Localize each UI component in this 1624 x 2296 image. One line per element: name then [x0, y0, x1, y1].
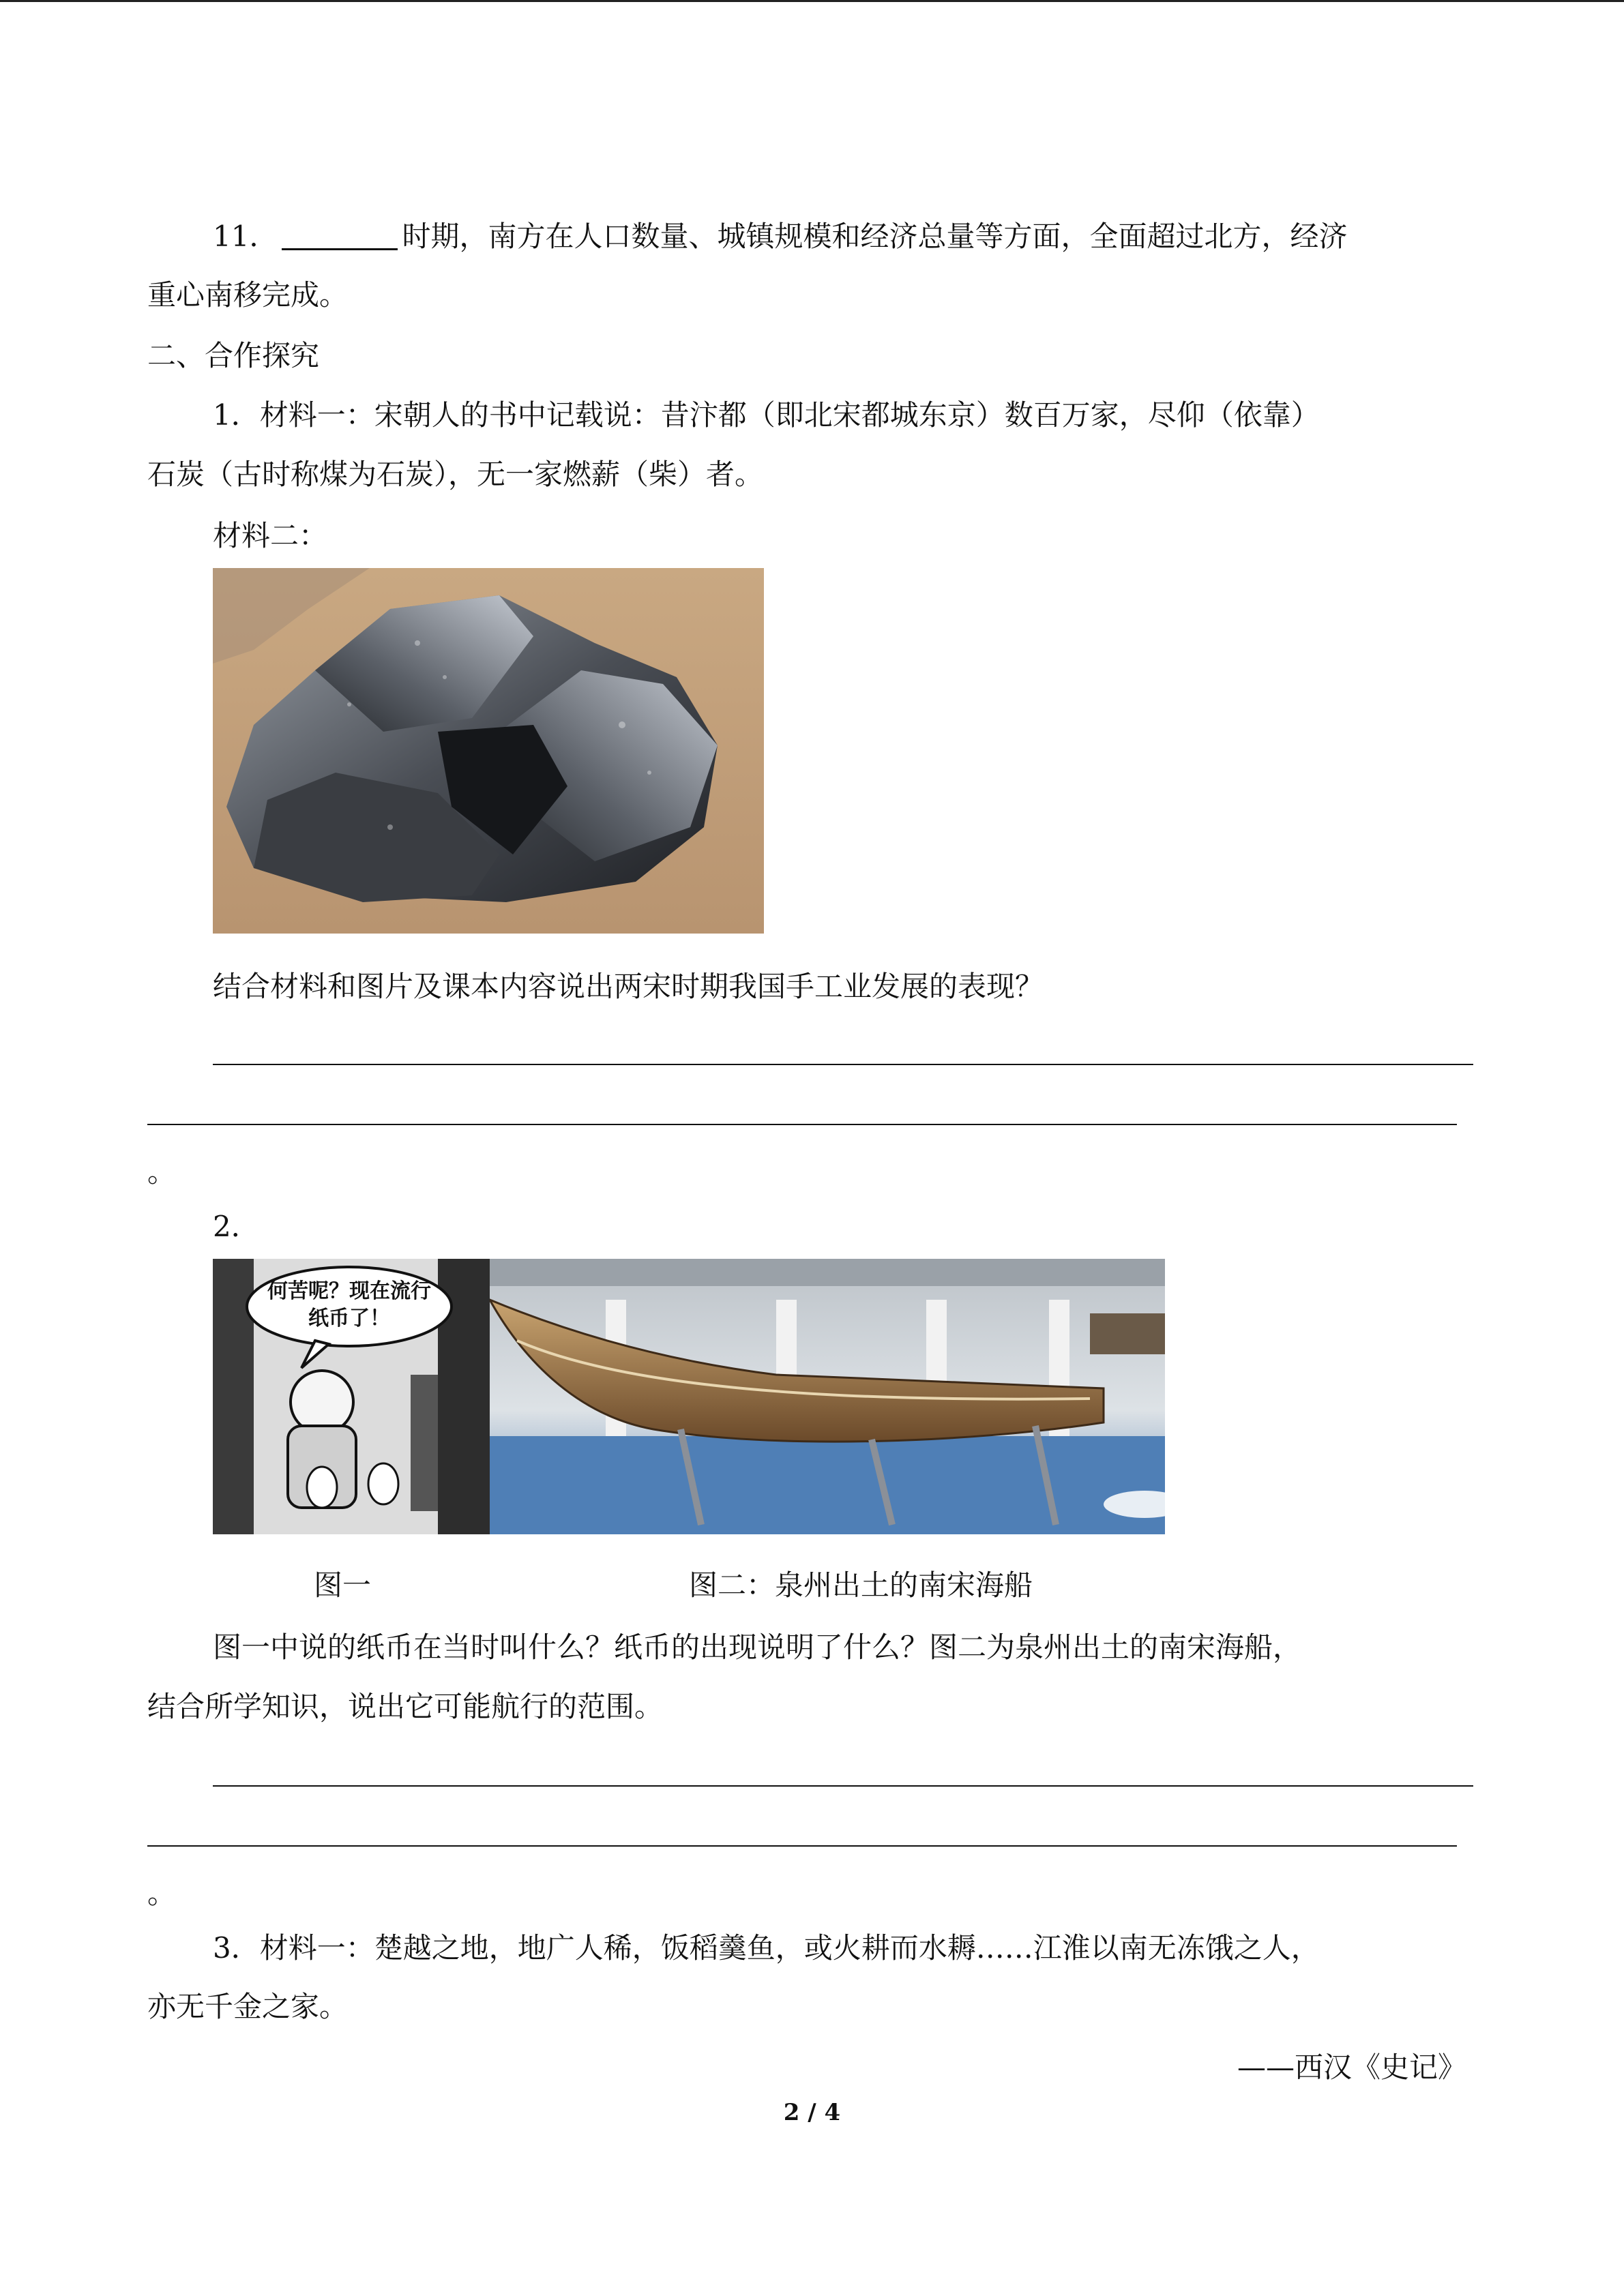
answer-line[interactable] — [213, 1064, 1473, 1065]
q1-end-mark: 。 — [147, 1155, 177, 1189]
q1-question: 结合材料和图片及课本内容说出两宋时期我国手工业发展的表现？ — [213, 970, 1044, 1003]
q11-line2: 重心南移完成。 — [147, 278, 349, 312]
q2-question-line1: 图一中说的纸币在当时叫什么？纸币的出现说明了什么？图二为泉州出土的南宋海船， — [213, 1630, 1302, 1664]
q3-material1-line2: 亦无千金之家。 — [147, 1990, 349, 2023]
q1-material2-label: 材料二： — [213, 519, 328, 552]
q2-end-mark: 。 — [147, 1877, 177, 1910]
q3-material1-line1: 3．材料一：楚越之地，地广人稀，饭稻羹鱼，或火耕而水耨……江淮以南无冻饿之人， — [213, 1931, 1320, 1965]
section-title: 二、合作探究 — [147, 339, 320, 372]
q11-text: 时期，南方在人口数量、城镇规模和经济总量等方面，全面超过北方，经济 — [402, 220, 1348, 253]
page-number: 2 / 4 — [783, 2099, 841, 2126]
q1-material1-line1: 1．材料一：宋朝人的书中记载说：昔汴都（即北宋都城东京）数百万家，尽仰（依靠） — [213, 398, 1320, 432]
answer-blank[interactable] — [282, 221, 398, 250]
cartoon-speech-text: 何苦呢？现在流行纸币了！ — [267, 1279, 431, 1330]
top-border — [0, 0, 1624, 2]
figure1-caption: 图一 — [314, 1568, 372, 1602]
q2-number: 2． — [213, 1210, 260, 1243]
answer-line[interactable] — [147, 1124, 1457, 1125]
figure2-caption: 图二：泉州出土的南宋海船 — [689, 1568, 1033, 1602]
q11-line1 — [213, 217, 1347, 256]
q11-number: 11． — [213, 220, 278, 253]
q1-material1-line2: 石炭（古时称煤为石炭），无一家燃薪（柴）者。 — [147, 458, 764, 491]
q3-source: ——西汉《史记》 — [1237, 2051, 1466, 2084]
q2-question-line2: 结合所学知识，说出它可能航行的范围。 — [147, 1690, 664, 1723]
ship-photo — [490, 1259, 1165, 1534]
answer-line[interactable] — [213, 1785, 1473, 1787]
cartoon-image — [213, 1259, 490, 1534]
answer-line[interactable] — [147, 1845, 1457, 1847]
coal-photo — [213, 568, 764, 934]
